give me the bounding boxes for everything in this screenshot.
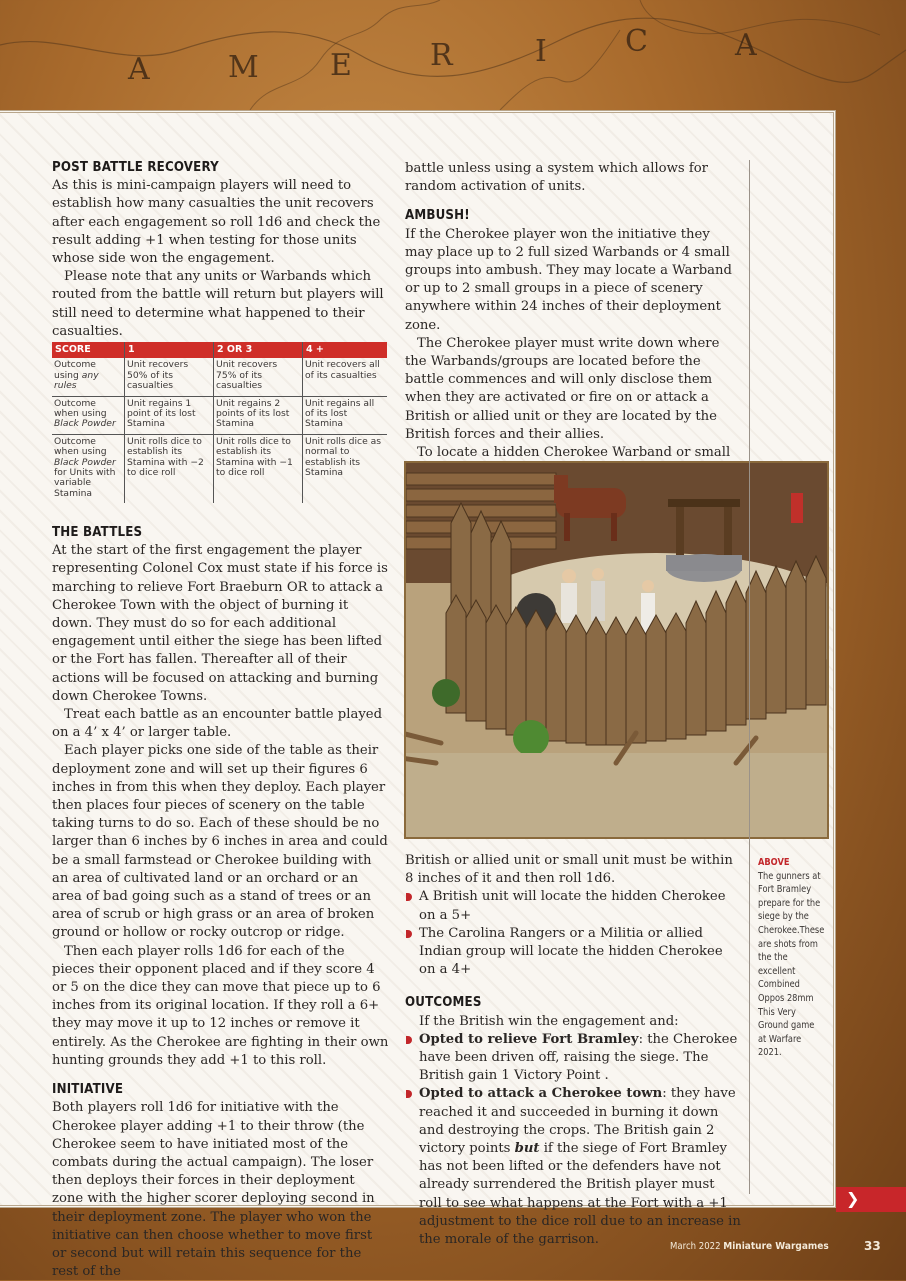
table-cell: Unit recovers 75% of its casualties xyxy=(214,358,303,396)
ambush-bullets xyxy=(405,888,741,979)
ambush-para-2: The Cherokee player must write down where the Warbands/groups are located before the battle commences and will only disclose them when they are activated or fire on or attack a British or allied unit or they are located by the British forces and their allies. xyxy=(405,335,720,442)
issue-date: March 2022 xyxy=(670,1241,721,1252)
outcomes-bullets xyxy=(405,1031,741,1249)
battles-section xyxy=(52,523,390,1281)
outcomes-intro: If the British win the engagement and: xyxy=(419,1013,679,1029)
table-header: SCORE xyxy=(52,342,125,358)
ambush-section xyxy=(405,160,741,499)
table-cell: Unit regains all of its lost Stamina xyxy=(303,396,388,434)
decorative-map-banner xyxy=(0,0,906,110)
outcomes-heading: OUTCOMES xyxy=(405,994,482,1011)
ambush-heading: AMBUSH! xyxy=(405,207,470,224)
list-text: if the siege of Fort Bramley has not been lifted or the defenders have not already surrendered the British player must roll to see what happens at the Fort with a +1 adjustment to the dice roll due to an increase in the morale of the garrison. xyxy=(419,1141,741,1248)
outcomes-section xyxy=(405,852,741,1249)
initiative-para-1: Both players roll 1d6 for initiative with the Cherokee player adding +1 to their throw (the Cherokee seem to have initiated most of the combats during the actual campaign). The loser then deploys their forces in their deployment zone with the higher scorer deploying second in their deployment zone. The player who won the initiative can then choose whether to move first or second but will retain this sequence for the rest of the xyxy=(52,1100,375,1280)
table-row xyxy=(52,396,387,434)
map-letter: M xyxy=(228,50,261,85)
table-cell xyxy=(52,434,125,503)
page-footer xyxy=(670,1241,829,1252)
list-text: : they have reached it and succeeded in burning it down and destroying the crops. The British gain 2 victory points xyxy=(419,1086,736,1157)
battles-para-1: At the start of the first engagement the player representing Colonel Cox must state if his force is marching to relieve Fort Braeburn OR to attack a Cherokee Town with the object of burning it down. They must do so for each additional engagement until either the siege has been lifted or the Fort has fallen. Thereafter all of their actions will be focused on attacking and burning down Cherokee Towns. xyxy=(52,543,388,704)
table-cell: Unit rolls dice to establish its Stamina with −1 to dice roll xyxy=(214,434,303,503)
cell-italic: Black Powder xyxy=(54,456,116,468)
battles-heading: THE BATTLES xyxy=(52,524,143,540)
table-cell: Unit regains 2 points of its lost Stamina xyxy=(214,396,303,434)
ambush-para-4: British or allied unit or small unit must be within 8 inches of it and then roll 1d6. xyxy=(405,853,733,887)
table-cell xyxy=(52,396,125,434)
cell-italic: Black Powder xyxy=(54,418,116,430)
table-cell xyxy=(52,358,125,396)
battles-para-2: Treat each battle as an encounter battle played on a 4’ x 4’ or larger table. xyxy=(52,707,383,741)
table-row xyxy=(52,434,387,503)
table-header: 1 xyxy=(125,342,214,358)
bold-italic-text: but xyxy=(514,1141,540,1157)
initiative-heading: INITIATIVE xyxy=(52,1081,124,1098)
recovery-table xyxy=(52,342,387,503)
battles-para-4: Then each player rolls 1d6 for each of the pieces their opponent placed and if they score 4 or 5 on the dice they can move that piece up to 6 inches from its original location. If they roll a 6+ they may move it up to 12 inches or remove it entirely. As the Cherokee are fighting in their own hunting grounds they add +1 to this roll. xyxy=(52,943,389,1068)
magazine-title: Miniature Wargames xyxy=(723,1241,829,1252)
post-battle-para-2: Please note that any units or Warbands which routed from the battle will return but players will still need to determine what happened to their casualties. xyxy=(52,269,384,339)
column-divider xyxy=(749,160,750,1194)
table-cell: Unit rolls dice as normal to establish its Stamina xyxy=(303,434,388,503)
bold-text: Opted to relieve Fort Bramley xyxy=(419,1031,639,1047)
caption-text: The gunners at Fort Bramley prepare for the siege by the Cherokee.These are shots from the the excellent Combined Oppos 28mm This Very Ground game at Warfare 2021. xyxy=(758,870,825,1059)
table-header: 2 OR 3 xyxy=(214,342,303,358)
ambush-para-3: To locate a hidden Cherokee Warband or small xyxy=(417,445,731,461)
fort-photo-illustration xyxy=(406,463,829,839)
cell-text: Outcome when using xyxy=(54,435,107,458)
battles-para-3: Each player picks one side of the table as their deployment zone and will set up their figures 6 inches in from this when they deploy. Each player then places four pieces of scenery on the table taking turns to do so. Each of these should be no larger than 6 inches by 6 inches in area and could be a small farmstead or Cherokee building with an area of cultivated land or an orchard or an area of bad going such as a stand of trees or an area of scrub or high grass or an area of broken ground or hollow or rocky outcrop or ridge. xyxy=(52,743,388,941)
cell-text: Outcome when using xyxy=(54,397,107,420)
map-letter: A xyxy=(735,28,759,63)
list-text: : the Cherokee have been driven off, raising the siege. The British gain 1 Victory Point . xyxy=(419,1031,738,1084)
table-cell: Unit regains 1 point of its lost Stamina xyxy=(125,396,214,434)
ambush-para-1: If the Cherokee player won the initiative they may place up to 2 full sized Warbands or 4 small groups into ambush. They may locate a Warband or up to 2 small groups in a piece of scenery anywhere within 24 inches of their deployment zone. xyxy=(405,226,732,333)
table-header: 4 + xyxy=(303,342,388,358)
table-header-row xyxy=(52,342,387,358)
fort-photo xyxy=(404,461,829,839)
chevron-right-icon: ❯ xyxy=(846,1189,860,1208)
post-battle-heading: POST BATTLE RECOVERY xyxy=(52,159,219,175)
bold-text: Opted to attack a Cherokee town xyxy=(419,1086,663,1102)
list-item: The Carolina Rangers or a Militia or allied Indian group will locate the hidden Cherokee on a 4+ xyxy=(405,925,741,980)
page-number: 33 xyxy=(864,1239,881,1253)
next-page-tab[interactable] xyxy=(836,1187,906,1212)
table-row xyxy=(52,358,387,396)
map-letter: A xyxy=(128,52,152,87)
cell-italic: any rules xyxy=(54,369,99,392)
table-cell: Unit recovers all of its casualties xyxy=(303,358,388,396)
list-item xyxy=(405,1031,741,1086)
post-battle-section xyxy=(52,158,390,341)
table-cell: Unit rolls dice to establish its Stamina with −2 to dice roll xyxy=(125,434,214,503)
cell-text: for Units with variable Stamina xyxy=(54,467,116,499)
list-item: A British unit will locate the hidden Cherokee on a 5+ xyxy=(405,888,741,924)
post-battle-para-1: As this is mini-campaign players will need to establish how many casualties the unit recovers after each engagement so roll 1d6 and check the result adding +1 when testing for those units whose side won the engagement. xyxy=(52,178,381,267)
map-letter: E xyxy=(330,48,354,83)
continued-text: battle unless using a system which allows for random activation of units. xyxy=(405,161,708,195)
list-item xyxy=(405,1085,741,1249)
photo-caption xyxy=(758,856,825,1060)
map-letter: I xyxy=(535,34,549,69)
map-letter: R xyxy=(430,38,455,73)
caption-heading: ABOVE xyxy=(758,857,790,868)
cell-text: Outcome using xyxy=(54,359,96,381)
table-cell: Unit recovers 50% of its casualties xyxy=(125,358,214,396)
map-letter: C xyxy=(625,24,650,59)
